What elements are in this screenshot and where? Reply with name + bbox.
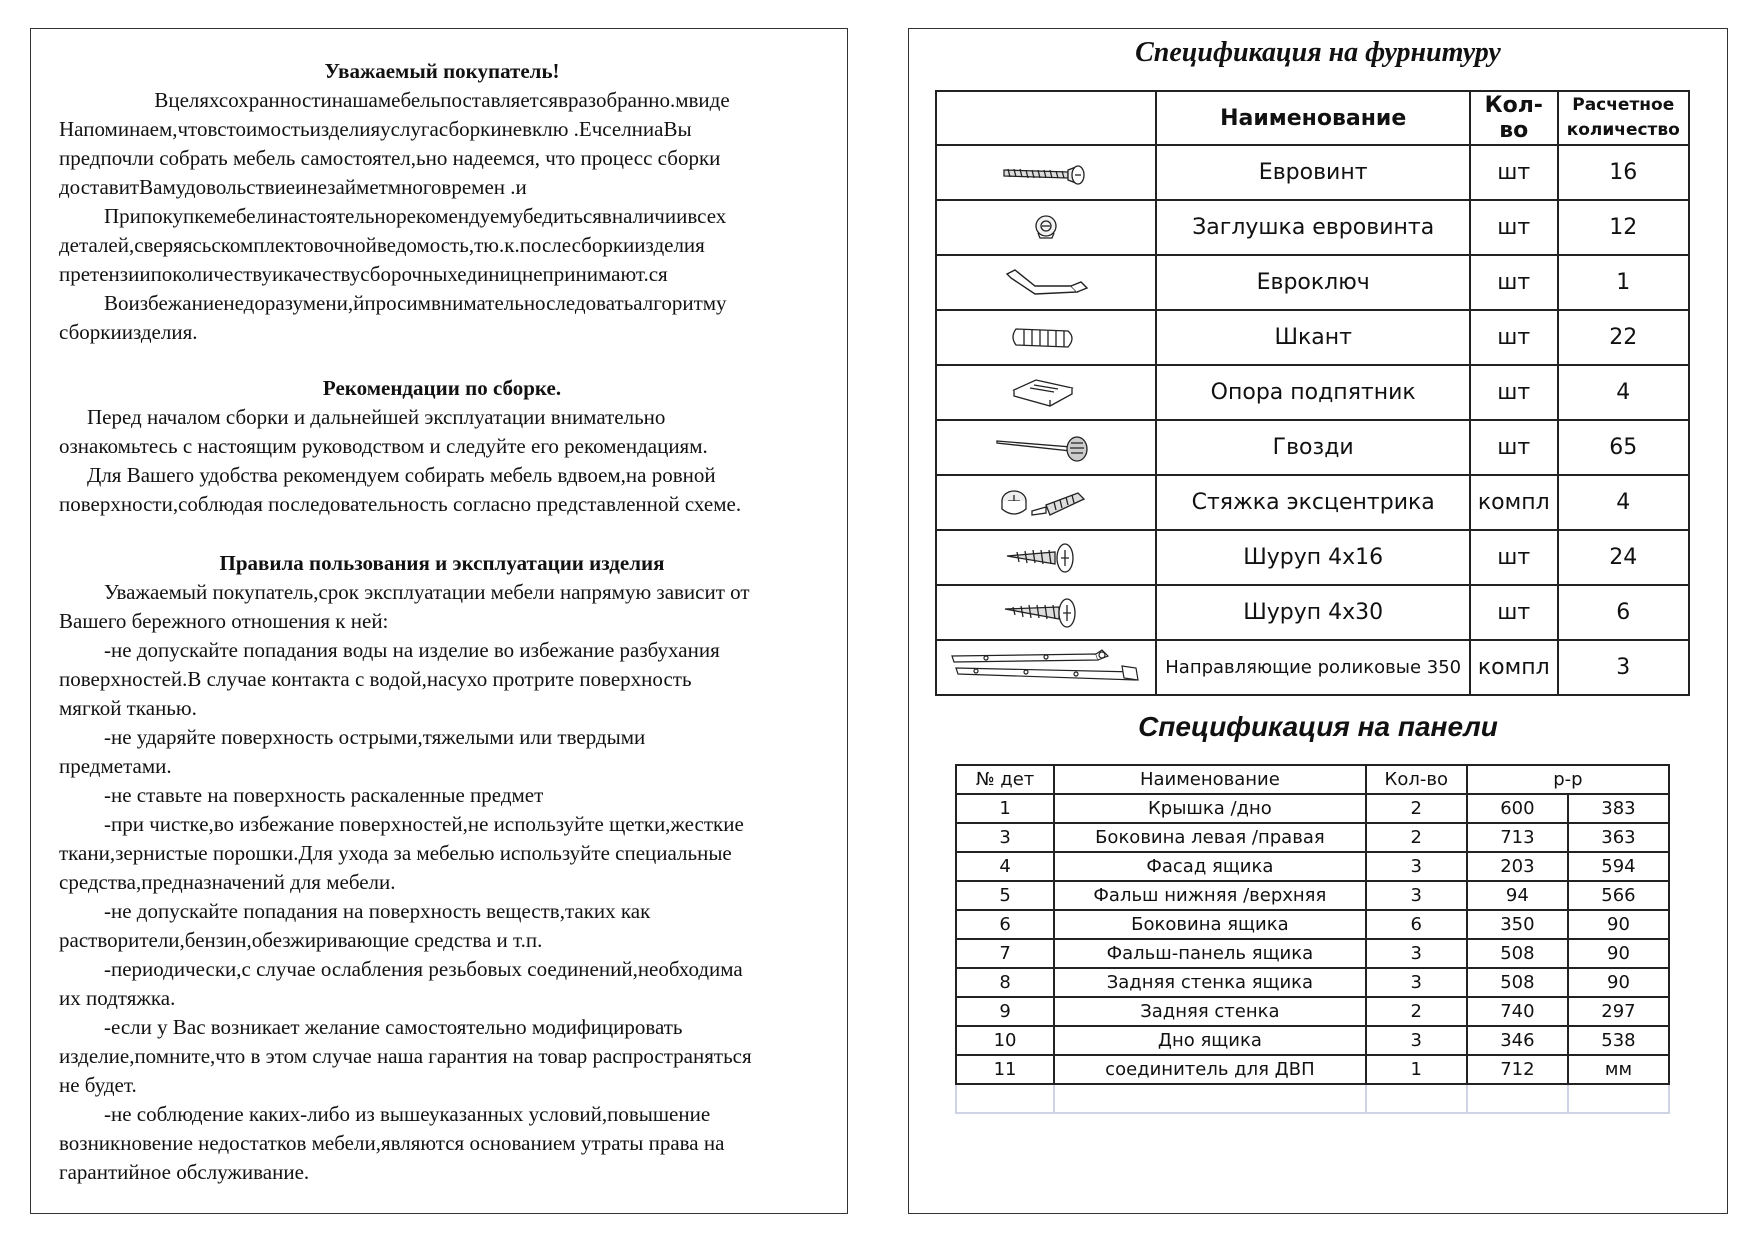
table-row	[956, 852, 1669, 881]
intro-section	[59, 57, 825, 347]
rules-line: гарантийное обслуживание.	[59, 1160, 310, 1184]
empty-cell	[1054, 1084, 1366, 1113]
part-no: 6	[956, 910, 1054, 939]
hw-qty: 6	[1558, 585, 1689, 640]
intro-line: доставитВамудовольствиеинезайметмноговремен .и	[59, 175, 527, 199]
part-dim1: 346	[1467, 1026, 1568, 1055]
part-dim1: 350	[1467, 910, 1568, 939]
part-no: 9	[956, 997, 1054, 1026]
rules-line: -при чистке,во избежание поверхностей,не используйте щетки,жесткие	[104, 812, 744, 836]
hw-qty: 4	[1558, 475, 1689, 530]
header-calc-qty	[1558, 91, 1689, 145]
table-row	[936, 475, 1689, 530]
part-dim2: 297	[1568, 997, 1669, 1026]
intro-line: Припокупкемебелинастоятельнорекомендуемубедитьсявналичиивсех	[104, 204, 727, 228]
foot-support-icon	[936, 365, 1156, 420]
rules-line: -периодически,с случае ослабления резьбовых соединений,необходима	[104, 957, 743, 981]
hw-unit: компл	[1470, 640, 1558, 695]
table-row	[936, 310, 1689, 365]
rules-line: -не допускайте попадания воды на изделие во избежание разбухания	[104, 638, 720, 662]
table-row	[936, 530, 1689, 585]
part-count: 3	[1366, 881, 1467, 910]
part-dim1: 713	[1467, 823, 1568, 852]
table-row	[956, 910, 1669, 939]
part-no: 10	[956, 1026, 1054, 1055]
rules-line: -если у Вас возникает желание самостоятельно модифицировать	[104, 1015, 683, 1039]
hw-qty: 24	[1558, 530, 1689, 585]
part-count: 2	[1366, 997, 1467, 1026]
hw-qty: 1	[1558, 255, 1689, 310]
table-row	[956, 939, 1669, 968]
part-dim2: 538	[1568, 1026, 1669, 1055]
rules-line: мягкой тканью.	[59, 696, 197, 720]
empty-cell	[1568, 1084, 1669, 1113]
reco-line: поверхности,соблюдая последовательность согласно представленной схеме.	[59, 492, 742, 516]
intro-line: Вцеляхсохранностинашамебельпоставляетсявразобранно.мвиде	[154, 88, 730, 112]
rules-line: -не ставьте на поверхность раскаленные предмет	[104, 783, 544, 807]
hw-qty: 16	[1558, 145, 1689, 200]
rules-line: Уважаемый покупатель,срок эксплуатации мебели напрямую зависит от	[104, 580, 750, 604]
hardware-spec-title: Спецификация на фурнитуру	[1135, 37, 1501, 68]
hw-unit: шт	[1470, 200, 1558, 255]
part-name: Фальш-панель ящика	[1054, 939, 1366, 968]
rules-line: предметами.	[59, 754, 172, 778]
hw-qty: 65	[1558, 420, 1689, 475]
part-dim1: 508	[1467, 968, 1568, 997]
part-count: 2	[1366, 823, 1467, 852]
part-name: Крышка /дно	[1054, 794, 1366, 823]
panels-spec-title: Спецификация на панели	[1138, 711, 1498, 742]
right-page	[908, 28, 1728, 1214]
part-name: Боковина ящика	[1054, 910, 1366, 939]
recommendations-title: Рекомендации по сборке.	[322, 376, 562, 400]
hw-unit: шт	[1470, 585, 1558, 640]
hw-unit: шт	[1470, 365, 1558, 420]
intro-title: Уважаемый покупатель!	[324, 59, 560, 83]
table-row	[936, 420, 1689, 475]
rules-line: их подтяжка.	[59, 986, 176, 1010]
part-name: Задняя стенка ящика	[1054, 968, 1366, 997]
drawer-slide-icon	[936, 640, 1156, 695]
part-count: 3	[1366, 968, 1467, 997]
hw-name: Опора подпятник	[1156, 365, 1470, 420]
rules-line: Вашего бережного отношения к ней:	[59, 609, 389, 633]
left-page	[30, 28, 848, 1214]
rules-line: возникновение недостатков мебели,являются основанием утраты права на	[59, 1131, 725, 1155]
reco-line: Перед началом сборки и дальнейшей эксплуатации внимательно	[87, 405, 666, 429]
table-row	[956, 1055, 1669, 1084]
hardware-table	[935, 90, 1690, 696]
hw-name: Шкант	[1156, 310, 1470, 365]
table-row	[936, 255, 1689, 310]
table-row	[956, 997, 1669, 1026]
part-dim2: 363	[1568, 823, 1669, 852]
rules-line: -не соблюдение каких-либо из вышеуказанных условий,повышение	[104, 1102, 711, 1126]
rules-line: -не ударяйте поверхность острыми,тяжелыми или твердыми	[104, 725, 646, 749]
part-no: 8	[956, 968, 1054, 997]
rules-line: растворители,бензин,обезжиривающие средства и т.п.	[59, 928, 543, 952]
hardware-header-row	[936, 91, 1689, 145]
part-name: соединитель для ДВП	[1054, 1055, 1366, 1084]
eurovint-screw-icon	[936, 145, 1156, 200]
header-part-no: № дет	[956, 765, 1054, 794]
part-dim2: мм	[1568, 1055, 1669, 1084]
empty-row	[956, 1084, 1669, 1113]
table-row	[956, 823, 1669, 852]
header-part-name: Наименование	[1054, 765, 1366, 794]
hw-unit: компл	[1470, 475, 1558, 530]
nail-icon	[936, 420, 1156, 475]
part-dim1: 740	[1467, 997, 1568, 1026]
part-no: 7	[956, 939, 1054, 968]
hw-name: Заглушка евровинта	[1156, 200, 1470, 255]
rules-line: не будет.	[59, 1073, 137, 1097]
part-no: 1	[956, 794, 1054, 823]
hw-unit: шт	[1470, 530, 1558, 585]
empty-cell	[956, 1084, 1054, 1113]
hw-name: Евроключ	[1156, 255, 1470, 310]
hw-name: Шуруп 4х30	[1156, 585, 1470, 640]
part-dim2: 594	[1568, 852, 1669, 881]
part-dim2: 90	[1568, 968, 1669, 997]
header-unit: Кол-во	[1470, 91, 1558, 145]
header-part-size: р-р	[1467, 765, 1669, 794]
table-row	[936, 640, 1689, 695]
empty-cell	[1467, 1084, 1568, 1113]
part-dim2: 90	[1568, 939, 1669, 968]
part-no: 4	[956, 852, 1054, 881]
part-dim1: 508	[1467, 939, 1568, 968]
rules-line: средства,предназначений для мебели.	[59, 870, 396, 894]
part-no: 11	[956, 1055, 1054, 1084]
part-no: 5	[956, 881, 1054, 910]
part-name: Задняя стенка	[1054, 997, 1366, 1026]
hw-name: Стяжка эксцентрика	[1156, 475, 1470, 530]
hw-unit: шт	[1470, 420, 1558, 475]
hw-name: Гвозди	[1156, 420, 1470, 475]
panels-table	[955, 764, 1670, 1114]
rules-line: поверхностей.В случае контакта с водой,насухо протрите поверхность	[59, 667, 692, 691]
hw-name: Евровинт	[1156, 145, 1470, 200]
header-calc-line2: количество	[1566, 120, 1680, 140]
table-row	[956, 1026, 1669, 1055]
part-name: Фальш нижняя /верхняя	[1054, 881, 1366, 910]
recommendations-section	[59, 374, 825, 519]
hw-qty: 3	[1558, 640, 1689, 695]
table-row	[956, 968, 1669, 997]
part-count: 3	[1366, 852, 1467, 881]
empty-cell	[1366, 1084, 1467, 1113]
intro-line: Воизбежаниенедоразумени,йпросимвнимательноследоватьалгоритму	[104, 291, 727, 315]
rules-title: Правила пользования и эксплуатации изделия	[219, 551, 665, 575]
header-calc-line1: Расчетное	[1572, 95, 1675, 115]
reco-line: ознакомьтесь с настоящим руководством и следуйте его рекомендациям.	[59, 434, 708, 458]
hw-qty: 22	[1558, 310, 1689, 365]
hw-unit: шт	[1470, 255, 1558, 310]
rules-line: -не допускайте попадания на поверхность веществ,таких как	[104, 899, 651, 923]
table-row	[936, 365, 1689, 420]
part-name: Дно ящика	[1054, 1026, 1366, 1055]
part-dim1: 600	[1467, 794, 1568, 823]
table-row	[936, 145, 1689, 200]
screw-short-icon	[936, 530, 1156, 585]
dowel-icon	[936, 310, 1156, 365]
intro-line: претензиипоколичествуикачествусборочныхединицнепринимают.ся	[59, 262, 668, 286]
intro-line: деталей,сверяясьскомплектовочнойведомость,тю.к.послесборкиизделия	[59, 233, 705, 257]
part-dim2: 383	[1568, 794, 1669, 823]
table-row	[956, 794, 1669, 823]
part-dim2: 90	[1568, 910, 1669, 939]
part-name: Боковина левая /правая	[1054, 823, 1366, 852]
table-row	[956, 881, 1669, 910]
part-name: Фасад ящика	[1054, 852, 1366, 881]
rules-line: ткани,зернистые порошки.Для ухода за мебелью используйте специальные	[59, 841, 732, 865]
intro-line: предпочли собрать мебель самостоятел,ьно надеемся, что процесс сборки	[59, 146, 721, 170]
intro-line: Напоминаем,чтовстоимостьизделияуслугасборкиневклю .ЕчселниаВы	[59, 117, 692, 141]
screw-long-icon	[936, 585, 1156, 640]
part-dim1: 203	[1467, 852, 1568, 881]
eurovint-cap-icon	[936, 200, 1156, 255]
cam-lock-icon	[936, 475, 1156, 530]
hw-unit: шт	[1470, 145, 1558, 200]
part-no: 3	[956, 823, 1054, 852]
reco-line: Для Вашего удобства рекомендуем собирать мебель вдвоем,на ровной	[87, 463, 716, 487]
header-part-count: Кол-во	[1366, 765, 1467, 794]
intro-line: сборкиизделия.	[59, 320, 198, 344]
header-name: Наименование	[1156, 91, 1470, 145]
hw-qty: 12	[1558, 200, 1689, 255]
table-row	[936, 200, 1689, 255]
part-count: 3	[1366, 1026, 1467, 1055]
part-count: 3	[1366, 939, 1467, 968]
part-count: 1	[1366, 1055, 1467, 1084]
rules-section	[59, 549, 825, 1187]
part-dim1: 712	[1467, 1055, 1568, 1084]
part-count: 6	[1366, 910, 1467, 939]
panels-header-row	[956, 765, 1669, 794]
header-image-cell	[936, 91, 1156, 145]
hw-name: Направляющие роликовые 350	[1156, 640, 1470, 695]
hex-key-icon	[936, 255, 1156, 310]
table-row	[936, 585, 1689, 640]
part-dim2: 566	[1568, 881, 1669, 910]
hw-name: Шуруп 4х16	[1156, 530, 1470, 585]
part-count: 2	[1366, 794, 1467, 823]
hw-unit: шт	[1470, 310, 1558, 365]
part-dim1: 94	[1467, 881, 1568, 910]
hw-qty: 4	[1558, 365, 1689, 420]
rules-line: изделие,помните,что в этом случае наша гарантия на товар распространяться	[59, 1044, 752, 1068]
